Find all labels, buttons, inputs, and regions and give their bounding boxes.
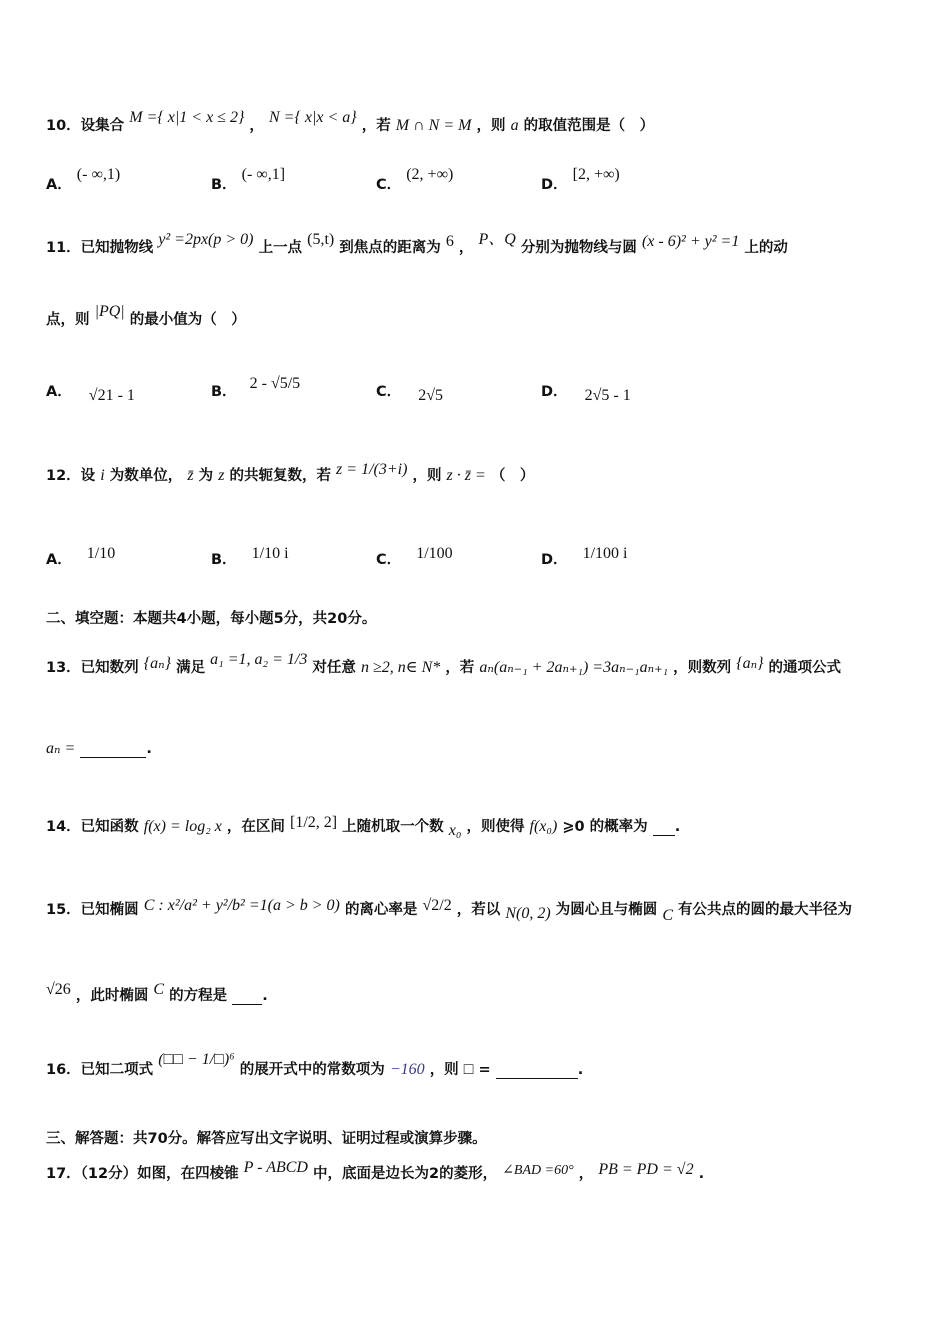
q11-number: 11．已知抛物线: [46, 240, 154, 256]
answer-blank[interactable]: [496, 1064, 578, 1079]
q13-text: 对任意: [312, 660, 356, 676]
q13-end: .: [146, 741, 152, 757]
q10-option-a: [46, 166, 121, 194]
q13-sequence: {aₙ}: [143, 655, 172, 672]
option-value: 2 - √5/5: [249, 375, 301, 392]
question-15-stem-line2: [46, 981, 268, 1005]
option-label: A．: [46, 552, 72, 568]
q15-text: 的方程是: [169, 988, 228, 1004]
q15-var-c: C: [153, 981, 165, 998]
q11-option-a: [46, 380, 135, 404]
q15-text: 为圆心且与椭圆: [555, 902, 658, 918]
question-16-stem: [46, 1051, 584, 1079]
option-label: D．: [541, 552, 568, 568]
q10-set-m: M ={ x|1 < x ≤ 2}: [129, 109, 245, 126]
option-label: D．: [541, 384, 568, 400]
q12-text: ，则: [412, 468, 442, 484]
q15-center: N(0, 2): [505, 905, 551, 922]
option-value: 1/10: [86, 545, 116, 562]
q17-text: ，: [578, 1166, 594, 1182]
option-label: D．: [541, 177, 568, 193]
q11-option-b: [211, 375, 301, 401]
q13-sequence: {aₙ}: [736, 655, 764, 672]
option-value: 2√5: [418, 387, 443, 404]
q11-text: 的最小值为（ ）: [129, 312, 246, 328]
q13-text: 的通项公式: [768, 660, 842, 676]
q14-text: 上随机取一个数: [342, 819, 444, 835]
q14-fx0: f(x₀): [529, 818, 558, 835]
q12-var-z: z: [218, 467, 225, 484]
q11-text: 到焦点的距离为: [339, 240, 441, 256]
option-label: C．: [376, 384, 402, 400]
q14-function: f(x) = log₂ x: [143, 818, 222, 835]
q10-option-d: [541, 166, 620, 194]
q17-pyramid: P - ABCD: [243, 1159, 308, 1176]
q15-text: 有公共点的圆的最大半径为: [678, 902, 853, 918]
option-value: √21 - 1: [88, 387, 135, 404]
q11-text: 上一点: [258, 240, 303, 256]
q17-end: .: [698, 1166, 705, 1182]
q13-initial: a₁ =1, a₂ = 1/3: [210, 651, 308, 668]
option-label: C．: [376, 177, 402, 193]
q10-cond-pre: ，若: [361, 118, 391, 134]
q15-radius: √26: [46, 981, 71, 998]
q13-condition: n ≥2, n∈ N*: [360, 659, 441, 676]
question-14-stem: [46, 814, 681, 839]
section-2-heading: 二、填空题：本题共4小题，每小题5分，共20分。: [46, 611, 377, 627]
option-value: 1/10 i: [251, 545, 289, 562]
q12-text: 为: [198, 468, 214, 484]
q15-var-c: C: [662, 907, 673, 924]
q12-product: z · z̄ =: [446, 467, 486, 484]
q12-option-b: [211, 545, 289, 569]
option-label: A．: [46, 177, 72, 193]
answer-blank[interactable]: [80, 743, 146, 758]
q12-option-c: [376, 545, 453, 569]
q15-number: 15．已知椭圆: [46, 902, 139, 918]
question-12-stem: [46, 461, 535, 485]
section-3-heading: 三、解答题：共70分。解答应写出文字说明、证明过程或演算步骤。: [46, 1131, 487, 1147]
answer-blank[interactable]: [653, 821, 675, 836]
q12-var-i: i: [100, 467, 105, 484]
option-value: (- ∞,1]: [241, 166, 286, 183]
q10-number: 10．设集合: [46, 118, 125, 134]
q11-pq: P、Q: [478, 231, 516, 248]
option-value: 2√5 - 1: [584, 387, 631, 404]
q12-option-a: [46, 545, 116, 569]
question-11-stem: [46, 231, 788, 257]
q12-equation: z = 1/(3+i): [336, 461, 408, 478]
q11-distance: 6: [445, 233, 454, 250]
q15-eccentricity: √2/2: [422, 897, 452, 914]
question-13-answer: [46, 738, 152, 758]
q16-text: 的展开式中的常数项为: [239, 1062, 385, 1078]
q11-abs-pq: |PQ|: [94, 303, 125, 320]
q12-option-d: [541, 545, 628, 569]
q11-text: 点，则: [46, 312, 90, 328]
q13-relation: aₙ(aₙ₋₁ + 2aₙ₊₁) =3aₙ₋₁aₙ₊₁: [479, 659, 669, 676]
q10-var-a: a: [510, 117, 519, 134]
q13-number: 13．已知数列: [46, 660, 139, 676]
q15-text: 的离心率是: [344, 902, 418, 918]
q15-end: .: [262, 988, 268, 1004]
question-13-stem: [46, 651, 842, 677]
q14-text: ⩾0 的概率为: [562, 819, 648, 835]
q11-circle: (x - 6)² + y² =1: [641, 233, 740, 250]
question-15-stem: [46, 897, 853, 924]
q11-option-c: [376, 380, 443, 404]
q11-parabola: y² =2px(p > 0): [158, 231, 254, 248]
q16-constant: −160: [389, 1061, 425, 1078]
q10-ask-post: 的取值范围是（ ）: [523, 118, 655, 134]
question-17-stem: [46, 1159, 705, 1183]
question-11-stem-line2: [46, 303, 246, 329]
q14-number: 14．已知函数: [46, 819, 139, 835]
q11-text: 上的动: [744, 240, 788, 256]
q16-number: 16．已知二项式: [46, 1062, 154, 1078]
q12-zbar: z̄: [187, 467, 194, 484]
q11-text: 分别为抛物线与圆: [520, 240, 637, 256]
q13-answer-label: aₙ =: [46, 740, 76, 757]
q17-number: 17．（12分）如图，在四棱锥: [46, 1166, 239, 1182]
q16-expression: (□□ − 1/□)⁶: [158, 1051, 235, 1068]
q12-number: 12．设: [46, 468, 96, 484]
q10-set-n: N ={ x|x < a}: [268, 109, 357, 126]
option-value: (- ∞,1): [76, 166, 121, 183]
q13-text: 满足: [176, 660, 206, 676]
q14-end: .: [674, 819, 681, 835]
option-label: C．: [376, 552, 402, 568]
q10-option-c: [376, 166, 454, 194]
option-label: B．: [211, 177, 237, 193]
q17-equation: PB = PD = √2: [598, 1161, 694, 1178]
q15-text: ，此时椭圆: [75, 988, 149, 1004]
option-value: 1/100 i: [582, 545, 628, 562]
option-label: B．: [211, 552, 237, 568]
q11-point: (5,t): [307, 231, 335, 248]
q17-text: 中，底面是边长为2的菱形，: [313, 1166, 498, 1182]
q10-condition: M ∩ N = M: [395, 117, 472, 134]
q16-end: .: [577, 1062, 584, 1078]
q16-text: ，则: [429, 1062, 459, 1078]
q15-text: ，若以: [456, 902, 501, 918]
question-10-stem: [46, 109, 655, 135]
q11-text: ，: [458, 240, 474, 256]
q16-text: =: [478, 1062, 491, 1078]
q14-text: ，在区间: [226, 819, 285, 835]
q10-option-b: [211, 166, 286, 194]
option-value: 1/100: [416, 545, 453, 562]
q12-text: 的共轭复数，若: [229, 468, 331, 484]
q14-interval: [1/2, 2]: [289, 814, 338, 831]
option-label: A．: [46, 384, 72, 400]
q12-text: （ ）: [490, 468, 535, 484]
q14-text: ，则使得: [466, 819, 525, 835]
answer-blank[interactable]: [232, 990, 262, 1005]
q10-ask-pre: ，则: [476, 118, 506, 134]
q13-text: ，则数列: [673, 660, 732, 676]
option-value: (2, +∞): [406, 166, 454, 183]
q15-ellipse: C : x²/a² + y²/b² =1(a > b > 0): [143, 897, 340, 914]
q13-text: ，若: [445, 660, 475, 676]
q10-sep: ，: [249, 118, 264, 134]
q12-text: 为数单位，: [109, 468, 183, 484]
q11-option-d: [541, 380, 631, 404]
option-label: B．: [211, 384, 237, 400]
q14-x0: x₀: [448, 822, 462, 839]
q17-angle: ∠BAD =60°: [502, 1163, 574, 1178]
option-value: [2, +∞): [572, 166, 620, 183]
q16-box: □: [463, 1061, 474, 1078]
